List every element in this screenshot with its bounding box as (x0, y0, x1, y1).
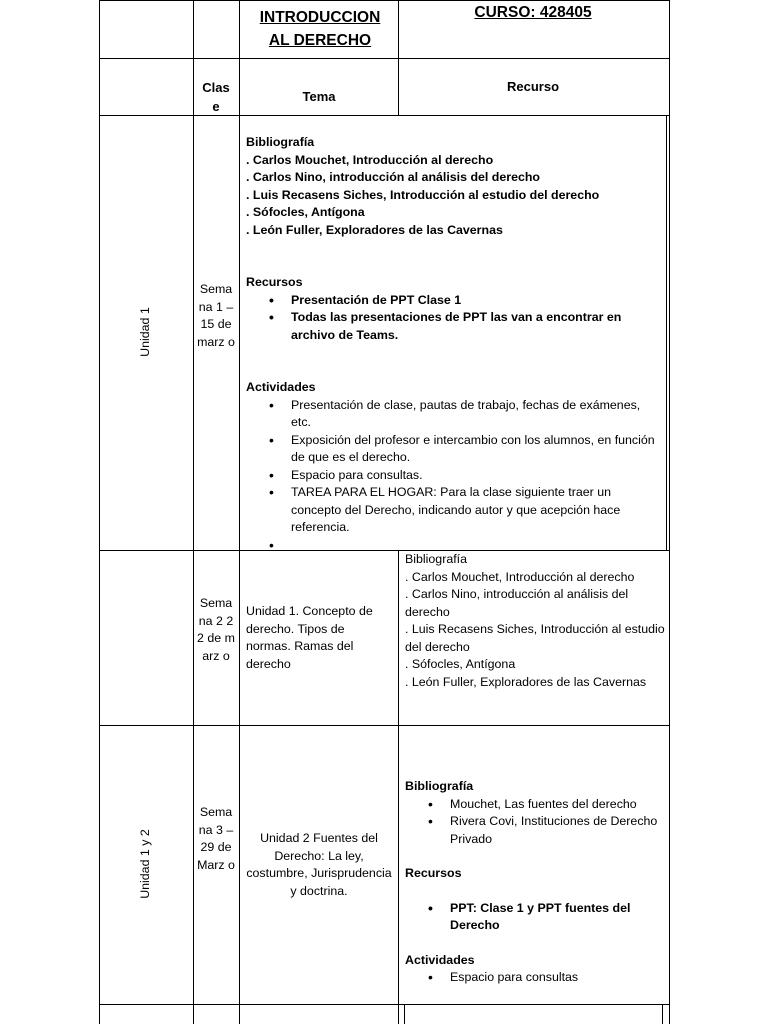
row1-bib-item: . Carlos Nino, introducción al análisis del derecho (246, 170, 540, 184)
row1-clase: Sema na 1 – 15 de marz o (197, 282, 235, 349)
col-divider-2 (239, 0, 240, 1024)
row2-bib-item: . Sófocles, Antígona (405, 657, 516, 671)
row2-recurso (405, 551, 665, 691)
row3-bibliography-title: Bibliografía (405, 779, 474, 793)
row2-clase: Sema na 2 22 de marz o (197, 596, 235, 663)
course-code: CURSO: 428405 (474, 4, 592, 21)
row2-bib-item: . León Fuller, Exploradores de las Cavernas (405, 674, 647, 689)
row1-resource-item: • Presentación de PPT Clase 1 (246, 292, 662, 310)
col-header-clase: Clas e (202, 80, 230, 114)
row2-bibliography-title: Bibliografía (405, 552, 467, 566)
row1-bib-item: . León Fuller, Exploradores de las Cavernas (246, 222, 503, 237)
row-divider-4 (99, 725, 670, 726)
row3-resources-list (405, 900, 665, 935)
row2-bib-item: . Carlos Mouchet, Introducción al derecho (405, 569, 635, 584)
row1-resources-title: Recursos (246, 275, 303, 289)
col-divider-3b (398, 550, 399, 1024)
row3-resource-item: • PPT: Clase 1 y PPT fuentes del Derecho (405, 900, 665, 935)
col-divider-1 (193, 0, 194, 1024)
row-divider-2 (99, 115, 670, 116)
row1-bib-item: . Carlos Mouchet, Introducción al derecho (246, 152, 494, 167)
row3-bib-item: • Rivera Covi, Instituciones de Derecho Privado (405, 813, 665, 848)
row3-tema: Unidad 2 Fuentes del Derecho: La ley, costumbre, Jurisprudencia y doctrina. (246, 831, 392, 898)
row3-activity-item: • Espacio para consultas (405, 969, 665, 987)
row2-bib-item: . Luis Recasens Siches, Introducción al estudio del derecho (405, 622, 665, 654)
row1-resource-item: • Todas las presentaciones de PPT las van a encontrar en archivo de Teams. (246, 309, 662, 344)
row3-unit: Unidad 1 y 2 (138, 829, 152, 899)
right-inner-2 (662, 1004, 663, 1024)
row1-unit: Unidad 1 (138, 307, 152, 357)
row2-tema: Unidad 1. Concepto de derecho. Tipos de normas. Ramas del derecho (246, 604, 373, 671)
row1-bib-item: . Luis Recasens Siches, Introducción al estudio del derecho (246, 187, 600, 202)
right-inner-1 (666, 116, 667, 550)
col-divider-3c (404, 1004, 405, 1024)
row1-activity-item: • Presentación de clase, pautas de trabajo, fechas de exámenes, etc. (246, 397, 662, 432)
col-header-recurso: Recurso (506, 79, 560, 94)
row1-bib-item: . Sófocles, Antígona (246, 205, 365, 219)
row-divider-1 (99, 58, 670, 59)
row1-bibliography-title: Bibliografía (246, 135, 315, 149)
row3-activities-title: Actividades (405, 952, 475, 967)
row2-bib-item: . Carlos Nino, introducción al análisis del derecho (405, 587, 629, 619)
row1-activity-item: • TAREA PARA EL HOGAR: Para la clase siguiente traer un concepto del Derecho, indicando autor y que acepción hace referencia. (246, 484, 662, 537)
row1-resources-list (246, 292, 662, 345)
row-divider-5 (99, 1004, 670, 1005)
col-header-tema: Tema (302, 89, 336, 104)
row1-activity-item: • Exposición del profesor e intercambio con los alumnos, en función de que es el derecho. (246, 432, 662, 467)
course-title: INTRODUCCION AL DERECHO (259, 9, 381, 49)
row1-activities-list (246, 397, 662, 555)
row3-recurso (405, 778, 665, 987)
row1-content (246, 134, 662, 554)
row1-activities-title: Actividades (246, 380, 316, 394)
row3-bib-list (405, 796, 665, 849)
row3-activities-list (405, 969, 665, 987)
row3-clase: Sema na 3 – 29 de Marz o (197, 805, 235, 872)
row1-activity-item: • Espacio para consultas. (246, 467, 662, 485)
row3-resources-title: Recursos (405, 866, 462, 880)
row3-bib-item: • Mouchet, Las fuentes del derecho (405, 796, 665, 814)
